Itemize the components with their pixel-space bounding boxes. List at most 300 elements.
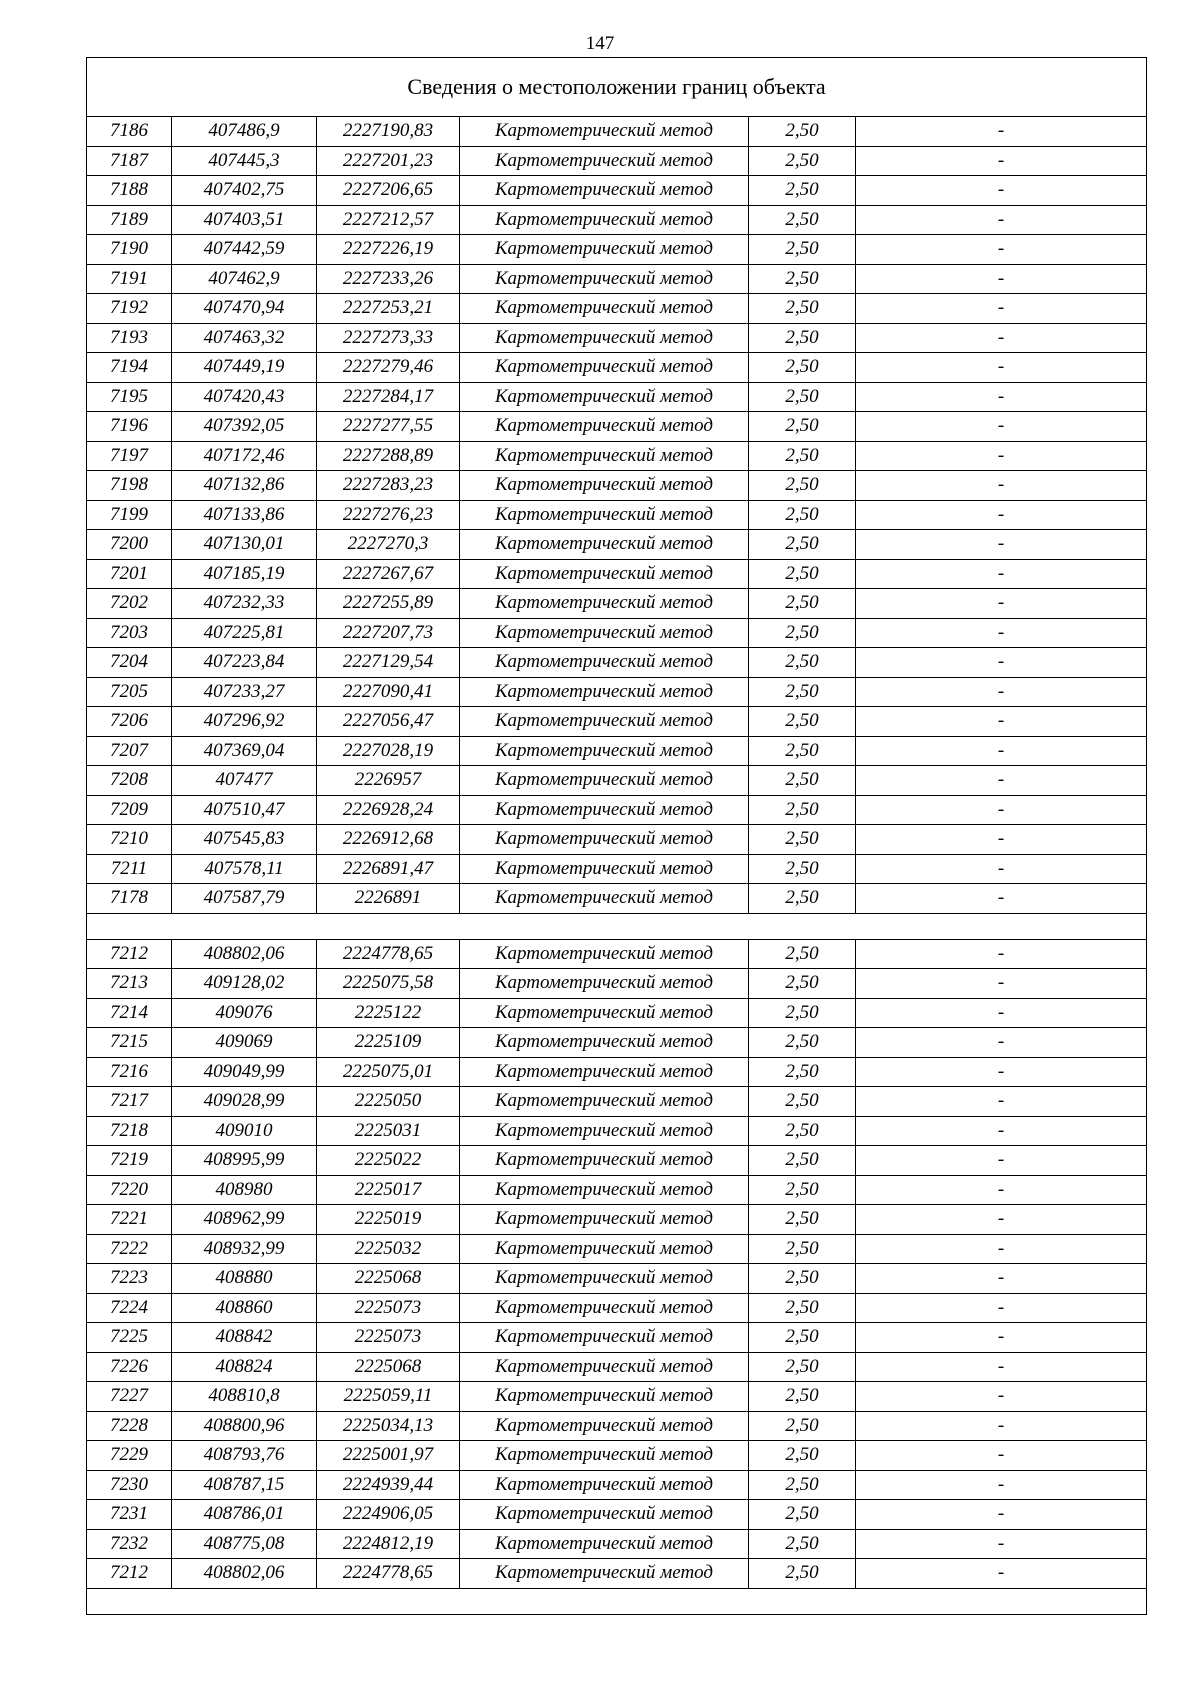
description-cell: - xyxy=(856,205,1147,235)
x-coordinate-cell: 408802,06 xyxy=(172,939,317,969)
accuracy-cell: 2,50 xyxy=(749,1264,856,1294)
accuracy-cell: 2,50 xyxy=(749,500,856,530)
description-cell: - xyxy=(856,884,1147,914)
method-cell: Картометрический метод xyxy=(460,969,749,999)
x-coordinate-cell: 407578,11 xyxy=(172,854,317,884)
x-coordinate-cell: 407510,47 xyxy=(172,795,317,825)
point-number-cell: 7195 xyxy=(87,382,172,412)
point-number-cell: 7190 xyxy=(87,235,172,265)
accuracy-cell: 2,50 xyxy=(749,707,856,737)
description-cell: - xyxy=(856,1057,1147,1087)
description-cell: - xyxy=(856,1470,1147,1500)
point-number-cell: 7223 xyxy=(87,1264,172,1294)
description-cell: - xyxy=(856,1441,1147,1471)
accuracy-cell: 2,50 xyxy=(749,1205,856,1235)
x-coordinate-cell: 408860 xyxy=(172,1293,317,1323)
table-row xyxy=(87,205,1147,235)
y-coordinate-cell: 2227207,73 xyxy=(317,618,460,648)
point-number-cell: 7224 xyxy=(87,1293,172,1323)
method-cell: Картометрический метод xyxy=(460,1146,749,1176)
table-row xyxy=(87,1470,1147,1500)
table-row xyxy=(87,1293,1147,1323)
point-number-cell: 7220 xyxy=(87,1175,172,1205)
method-cell: Картометрический метод xyxy=(460,1116,749,1146)
description-cell: - xyxy=(856,648,1147,678)
point-number-cell: 7194 xyxy=(87,353,172,383)
y-coordinate-cell: 2227277,55 xyxy=(317,412,460,442)
description-cell: - xyxy=(856,677,1147,707)
x-coordinate-cell: 407172,46 xyxy=(172,441,317,471)
x-coordinate-cell: 407463,32 xyxy=(172,323,317,353)
y-coordinate-cell: 2227284,17 xyxy=(317,382,460,412)
table-row xyxy=(87,1087,1147,1117)
point-number-cell: 7206 xyxy=(87,707,172,737)
description-cell: - xyxy=(856,117,1147,147)
y-coordinate-cell: 2227056,47 xyxy=(317,707,460,737)
description-cell: - xyxy=(856,618,1147,648)
table-row xyxy=(87,176,1147,206)
method-cell: Картометрический метод xyxy=(460,736,749,766)
method-cell: Картометрический метод xyxy=(460,1028,749,1058)
point-number-cell: 7203 xyxy=(87,618,172,648)
point-number-cell: 7192 xyxy=(87,294,172,324)
y-coordinate-cell: 2224939,44 xyxy=(317,1470,460,1500)
y-coordinate-cell: 2225034,13 xyxy=(317,1411,460,1441)
method-cell: Картометрический метод xyxy=(460,1264,749,1294)
y-coordinate-cell: 2225073 xyxy=(317,1293,460,1323)
method-cell: Картометрический метод xyxy=(460,323,749,353)
x-coordinate-cell: 407233,27 xyxy=(172,677,317,707)
x-coordinate-cell: 408880 xyxy=(172,1264,317,1294)
method-cell: Картометрический метод xyxy=(460,530,749,560)
method-cell: Картометрический метод xyxy=(460,854,749,884)
y-coordinate-cell: 2227270,3 xyxy=(317,530,460,560)
method-cell: Картометрический метод xyxy=(460,1352,749,1382)
point-number-cell: 7228 xyxy=(87,1411,172,1441)
y-coordinate-cell: 2225022 xyxy=(317,1146,460,1176)
description-cell: - xyxy=(856,1500,1147,1530)
y-coordinate-cell: 2227090,41 xyxy=(317,677,460,707)
table-row xyxy=(87,1146,1147,1176)
accuracy-cell: 2,50 xyxy=(749,146,856,176)
table-row xyxy=(87,1057,1147,1087)
description-cell: - xyxy=(856,500,1147,530)
table-row xyxy=(87,1264,1147,1294)
point-number-cell: 7178 xyxy=(87,884,172,914)
point-number-cell: 7198 xyxy=(87,471,172,501)
table-row xyxy=(87,382,1147,412)
table-row xyxy=(87,1529,1147,1559)
x-coordinate-cell: 407449,19 xyxy=(172,353,317,383)
point-number-cell: 7193 xyxy=(87,323,172,353)
point-number-cell: 7202 xyxy=(87,589,172,619)
point-number-cell: 7232 xyxy=(87,1529,172,1559)
y-coordinate-cell: 2227267,67 xyxy=(317,559,460,589)
table-row xyxy=(87,441,1147,471)
empty-cell xyxy=(87,913,1147,939)
y-coordinate-cell: 2227028,19 xyxy=(317,736,460,766)
table-row xyxy=(87,648,1147,678)
method-cell: Картометрический метод xyxy=(460,884,749,914)
y-coordinate-cell: 2225068 xyxy=(317,1264,460,1294)
x-coordinate-cell: 408775,08 xyxy=(172,1529,317,1559)
accuracy-cell: 2,50 xyxy=(749,323,856,353)
description-cell: - xyxy=(856,736,1147,766)
accuracy-cell: 2,50 xyxy=(749,677,856,707)
y-coordinate-cell: 2227201,23 xyxy=(317,146,460,176)
point-number-cell: 7189 xyxy=(87,205,172,235)
table-row xyxy=(87,1323,1147,1353)
x-coordinate-cell: 408824 xyxy=(172,1352,317,1382)
y-coordinate-cell: 2225075,58 xyxy=(317,969,460,999)
method-cell: Картометрический метод xyxy=(460,176,749,206)
accuracy-cell: 2,50 xyxy=(749,1116,856,1146)
y-coordinate-cell: 2226891 xyxy=(317,884,460,914)
table-row xyxy=(87,677,1147,707)
accuracy-cell: 2,50 xyxy=(749,530,856,560)
description-cell: - xyxy=(856,939,1147,969)
method-cell: Картометрический метод xyxy=(460,648,749,678)
accuracy-cell: 2,50 xyxy=(749,825,856,855)
point-number-cell: 7208 xyxy=(87,766,172,796)
x-coordinate-cell: 407369,04 xyxy=(172,736,317,766)
page-number: 147 xyxy=(585,33,615,54)
x-coordinate-cell: 409028,99 xyxy=(172,1087,317,1117)
accuracy-cell: 2,50 xyxy=(749,1559,856,1589)
method-cell: Картометрический метод xyxy=(460,294,749,324)
table-title: Сведения о местоположении границ объекта xyxy=(87,58,1147,117)
table-row xyxy=(87,530,1147,560)
point-number-cell: 7204 xyxy=(87,648,172,678)
description-cell: - xyxy=(856,766,1147,796)
description-cell: - xyxy=(856,235,1147,265)
accuracy-cell: 2,50 xyxy=(749,618,856,648)
x-coordinate-cell: 407232,33 xyxy=(172,589,317,619)
point-number-cell: 7225 xyxy=(87,1323,172,1353)
accuracy-cell: 2,50 xyxy=(749,353,856,383)
method-cell: Картометрический метод xyxy=(460,795,749,825)
description-cell: - xyxy=(856,146,1147,176)
method-cell: Картометрический метод xyxy=(460,825,749,855)
y-coordinate-cell: 2227233,26 xyxy=(317,264,460,294)
accuracy-cell: 2,50 xyxy=(749,766,856,796)
table-row xyxy=(87,1205,1147,1235)
description-cell: - xyxy=(856,471,1147,501)
table-row xyxy=(87,707,1147,737)
y-coordinate-cell: 2225068 xyxy=(317,1352,460,1382)
method-cell: Картометрический метод xyxy=(460,1500,749,1530)
y-coordinate-cell: 2225050 xyxy=(317,1087,460,1117)
y-coordinate-cell: 2225001,97 xyxy=(317,1441,460,1471)
table-row xyxy=(87,235,1147,265)
x-coordinate-cell: 407486,9 xyxy=(172,117,317,147)
method-cell: Картометрический метод xyxy=(460,939,749,969)
method-cell: Картометрический метод xyxy=(460,353,749,383)
method-cell: Картометрический метод xyxy=(460,1559,749,1589)
table-row xyxy=(87,998,1147,1028)
table-row xyxy=(87,1028,1147,1058)
y-coordinate-cell: 2226928,24 xyxy=(317,795,460,825)
description-cell: - xyxy=(856,382,1147,412)
description-cell: - xyxy=(856,589,1147,619)
accuracy-cell: 2,50 xyxy=(749,559,856,589)
method-cell: Картометрический метод xyxy=(460,998,749,1028)
point-number-cell: 7218 xyxy=(87,1116,172,1146)
method-cell: Картометрический метод xyxy=(460,1234,749,1264)
table-row xyxy=(87,471,1147,501)
y-coordinate-cell: 2227276,23 xyxy=(317,500,460,530)
accuracy-cell: 2,50 xyxy=(749,264,856,294)
boundary-table xyxy=(86,57,1147,1615)
y-coordinate-cell: 2226957 xyxy=(317,766,460,796)
method-cell: Картометрический метод xyxy=(460,707,749,737)
table-row xyxy=(87,884,1147,914)
accuracy-cell: 2,50 xyxy=(749,294,856,324)
accuracy-cell: 2,50 xyxy=(749,1234,856,1264)
description-cell: - xyxy=(856,353,1147,383)
point-number-cell: 7214 xyxy=(87,998,172,1028)
table-row xyxy=(87,1441,1147,1471)
method-cell: Картометрический метод xyxy=(460,235,749,265)
y-coordinate-cell: 2224778,65 xyxy=(317,1559,460,1589)
description-cell: - xyxy=(856,441,1147,471)
method-cell: Картометрический метод xyxy=(460,766,749,796)
point-number-cell: 7221 xyxy=(87,1205,172,1235)
description-cell: - xyxy=(856,854,1147,884)
x-coordinate-cell: 408793,76 xyxy=(172,1441,317,1471)
accuracy-cell: 2,50 xyxy=(749,412,856,442)
point-number-cell: 7200 xyxy=(87,530,172,560)
point-number-cell: 7186 xyxy=(87,117,172,147)
method-cell: Картометрический метод xyxy=(460,589,749,619)
method-cell: Картометрический метод xyxy=(460,1441,749,1471)
method-cell: Картометрический метод xyxy=(460,382,749,412)
y-coordinate-cell: 2225073 xyxy=(317,1323,460,1353)
y-coordinate-cell: 2227206,65 xyxy=(317,176,460,206)
table-row xyxy=(87,353,1147,383)
x-coordinate-cell: 407296,92 xyxy=(172,707,317,737)
table-row xyxy=(87,589,1147,619)
description-cell: - xyxy=(856,969,1147,999)
table-row xyxy=(87,825,1147,855)
accuracy-cell: 2,50 xyxy=(749,1470,856,1500)
description-cell: - xyxy=(856,795,1147,825)
description-cell: - xyxy=(856,1087,1147,1117)
y-coordinate-cell: 2225122 xyxy=(317,998,460,1028)
table-end-row xyxy=(87,1588,1147,1614)
accuracy-cell: 2,50 xyxy=(749,795,856,825)
accuracy-cell: 2,50 xyxy=(749,648,856,678)
description-cell: - xyxy=(856,1293,1147,1323)
description-cell: - xyxy=(856,1234,1147,1264)
point-number-cell: 7230 xyxy=(87,1470,172,1500)
method-cell: Картометрический метод xyxy=(460,1382,749,1412)
point-number-cell: 7212 xyxy=(87,939,172,969)
description-cell: - xyxy=(856,1146,1147,1176)
accuracy-cell: 2,50 xyxy=(749,854,856,884)
point-number-cell: 7215 xyxy=(87,1028,172,1058)
table-row xyxy=(87,1500,1147,1530)
method-cell: Картометрический метод xyxy=(460,1057,749,1087)
y-coordinate-cell: 2224812,19 xyxy=(317,1529,460,1559)
accuracy-cell: 2,50 xyxy=(749,969,856,999)
description-cell: - xyxy=(856,1205,1147,1235)
description-cell: - xyxy=(856,323,1147,353)
accuracy-cell: 2,50 xyxy=(749,176,856,206)
y-coordinate-cell: 2225031 xyxy=(317,1116,460,1146)
method-cell: Картометрический метод xyxy=(460,412,749,442)
description-cell: - xyxy=(856,1382,1147,1412)
description-cell: - xyxy=(856,1323,1147,1353)
point-number-cell: 7199 xyxy=(87,500,172,530)
point-number-cell: 7211 xyxy=(87,854,172,884)
method-cell: Картометрический метод xyxy=(460,441,749,471)
table-row xyxy=(87,264,1147,294)
y-coordinate-cell: 2227279,46 xyxy=(317,353,460,383)
x-coordinate-cell: 407392,05 xyxy=(172,412,317,442)
x-coordinate-cell: 407225,81 xyxy=(172,618,317,648)
method-cell: Картометрический метод xyxy=(460,1205,749,1235)
y-coordinate-cell: 2227288,89 xyxy=(317,441,460,471)
accuracy-cell: 2,50 xyxy=(749,1087,856,1117)
description-cell: - xyxy=(856,707,1147,737)
accuracy-cell: 2,50 xyxy=(749,884,856,914)
method-cell: Картометрический метод xyxy=(460,1323,749,1353)
method-cell: Картометрический метод xyxy=(460,117,749,147)
accuracy-cell: 2,50 xyxy=(749,441,856,471)
accuracy-cell: 2,50 xyxy=(749,1441,856,1471)
method-cell: Картометрический метод xyxy=(460,264,749,294)
description-cell: - xyxy=(856,1559,1147,1589)
x-coordinate-cell: 408800,96 xyxy=(172,1411,317,1441)
table-body xyxy=(87,58,1147,1615)
x-coordinate-cell: 408810,8 xyxy=(172,1382,317,1412)
table-row xyxy=(87,559,1147,589)
accuracy-cell: 2,50 xyxy=(749,939,856,969)
point-number-cell: 7209 xyxy=(87,795,172,825)
accuracy-cell: 2,50 xyxy=(749,589,856,619)
point-number-cell: 7226 xyxy=(87,1352,172,1382)
table-row xyxy=(87,117,1147,147)
table-row xyxy=(87,795,1147,825)
accuracy-cell: 2,50 xyxy=(749,1323,856,1353)
x-coordinate-cell: 408980 xyxy=(172,1175,317,1205)
x-coordinate-cell: 407223,84 xyxy=(172,648,317,678)
x-coordinate-cell: 409076 xyxy=(172,998,317,1028)
table-row xyxy=(87,1352,1147,1382)
table-row xyxy=(87,1116,1147,1146)
method-cell: Картометрический метод xyxy=(460,146,749,176)
method-cell: Картометрический метод xyxy=(460,1293,749,1323)
accuracy-cell: 2,50 xyxy=(749,205,856,235)
x-coordinate-cell: 407477 xyxy=(172,766,317,796)
y-coordinate-cell: 2227255,89 xyxy=(317,589,460,619)
table-row xyxy=(87,1559,1147,1589)
accuracy-cell: 2,50 xyxy=(749,1352,856,1382)
y-coordinate-cell: 2227226,19 xyxy=(317,235,460,265)
method-cell: Картометрический метод xyxy=(460,1087,749,1117)
x-coordinate-cell: 409049,99 xyxy=(172,1057,317,1087)
description-cell: - xyxy=(856,1116,1147,1146)
x-coordinate-cell: 407403,51 xyxy=(172,205,317,235)
y-coordinate-cell: 2227129,54 xyxy=(317,648,460,678)
table-title-row xyxy=(87,58,1147,117)
accuracy-cell: 2,50 xyxy=(749,382,856,412)
point-number-cell: 7188 xyxy=(87,176,172,206)
accuracy-cell: 2,50 xyxy=(749,998,856,1028)
x-coordinate-cell: 407420,43 xyxy=(172,382,317,412)
table-row xyxy=(87,854,1147,884)
y-coordinate-cell: 2227190,83 xyxy=(317,117,460,147)
point-number-cell: 7187 xyxy=(87,146,172,176)
x-coordinate-cell: 407587,79 xyxy=(172,884,317,914)
method-cell: Картометрический метод xyxy=(460,677,749,707)
accuracy-cell: 2,50 xyxy=(749,471,856,501)
accuracy-cell: 2,50 xyxy=(749,1028,856,1058)
method-cell: Картометрический метод xyxy=(460,205,749,235)
y-coordinate-cell: 2225075,01 xyxy=(317,1057,460,1087)
description-cell: - xyxy=(856,530,1147,560)
description-cell: - xyxy=(856,412,1147,442)
x-coordinate-cell: 407133,86 xyxy=(172,500,317,530)
table-row xyxy=(87,294,1147,324)
x-coordinate-cell: 408842 xyxy=(172,1323,317,1353)
x-coordinate-cell: 407545,83 xyxy=(172,825,317,855)
y-coordinate-cell: 2225019 xyxy=(317,1205,460,1235)
x-coordinate-cell: 408995,99 xyxy=(172,1146,317,1176)
accuracy-cell: 2,50 xyxy=(749,235,856,265)
y-coordinate-cell: 2227253,21 xyxy=(317,294,460,324)
description-cell: - xyxy=(856,1352,1147,1382)
x-coordinate-cell: 408962,99 xyxy=(172,1205,317,1235)
point-number-cell: 7212 xyxy=(87,1559,172,1589)
point-number-cell: 7205 xyxy=(87,677,172,707)
table-row xyxy=(87,500,1147,530)
x-coordinate-cell: 408787,15 xyxy=(172,1470,317,1500)
x-coordinate-cell: 407470,94 xyxy=(172,294,317,324)
x-coordinate-cell: 409069 xyxy=(172,1028,317,1058)
method-cell: Картометрический метод xyxy=(460,1529,749,1559)
accuracy-cell: 2,50 xyxy=(749,736,856,766)
accuracy-cell: 2,50 xyxy=(749,117,856,147)
description-cell: - xyxy=(856,176,1147,206)
table-row xyxy=(87,618,1147,648)
method-cell: Картометрический метод xyxy=(460,559,749,589)
y-coordinate-cell: 2225032 xyxy=(317,1234,460,1264)
point-number-cell: 7213 xyxy=(87,969,172,999)
y-coordinate-cell: 2227212,57 xyxy=(317,205,460,235)
table-row xyxy=(87,323,1147,353)
table-row xyxy=(87,969,1147,999)
y-coordinate-cell: 2226912,68 xyxy=(317,825,460,855)
point-number-cell: 7201 xyxy=(87,559,172,589)
accuracy-cell: 2,50 xyxy=(749,1293,856,1323)
y-coordinate-cell: 2224778,65 xyxy=(317,939,460,969)
description-cell: - xyxy=(856,1175,1147,1205)
x-coordinate-cell: 407462,9 xyxy=(172,264,317,294)
accuracy-cell: 2,50 xyxy=(749,1175,856,1205)
point-number-cell: 7222 xyxy=(87,1234,172,1264)
table-row xyxy=(87,412,1147,442)
y-coordinate-cell: 2225059,11 xyxy=(317,1382,460,1412)
x-coordinate-cell: 409128,02 xyxy=(172,969,317,999)
accuracy-cell: 2,50 xyxy=(749,1146,856,1176)
x-coordinate-cell: 407132,86 xyxy=(172,471,317,501)
method-cell: Картометрический метод xyxy=(460,1411,749,1441)
point-number-cell: 7217 xyxy=(87,1087,172,1117)
description-cell: - xyxy=(856,559,1147,589)
point-number-cell: 7231 xyxy=(87,1500,172,1530)
